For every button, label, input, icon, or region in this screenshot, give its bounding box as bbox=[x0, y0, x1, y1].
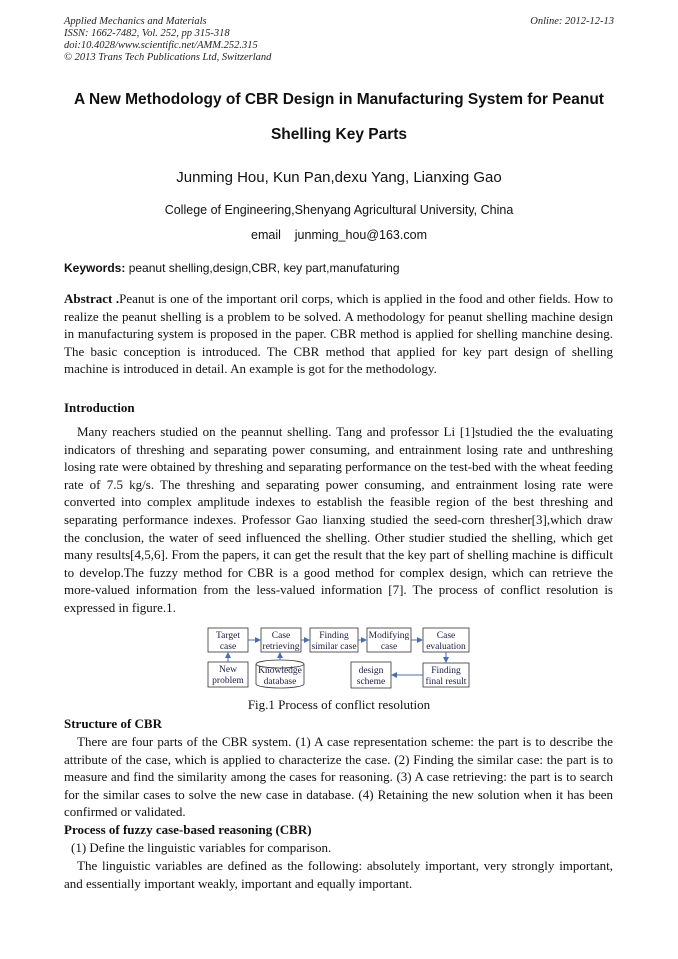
copyright: © 2013 Trans Tech Publications Ltd, Switzerland bbox=[64, 52, 272, 63]
fuzzy-paragraph: The linguistic variables are defined as the following: absolutely important, very strongly important, and essentially important weakly, important and equally important. bbox=[64, 858, 613, 891]
structure-heading: Structure of CBR bbox=[64, 716, 162, 731]
label-modifying-2: case bbox=[380, 642, 398, 652]
journal-header bbox=[64, 16, 271, 64]
online-date: Online: 2012-12-13 bbox=[530, 16, 614, 27]
doi: doi:10.4028/www.scientific.net/AMM.252.315 bbox=[64, 40, 258, 51]
abstract-label: Abstract . bbox=[64, 291, 120, 306]
intro-paragraph: Many reachers studied on the peannut shelling. Tang and professor Li [1]studied the the evaluating indicators of threshing and separating power consuming, and entrainment losing rate and unthreshing losing rate were obtained by threshing and separating performance on the test-bed with the wheat feeding rate of 7.5 kg/s. The threshing and separating power consuming, and entrainment losing rate were converted into complex amplitude indexes to establish the feasible region of the best threshing and separating performance indexes. Professor Gao lianxing studied the seed-corn thresher[3],which draw the conclusion, the water of seed influenced the shelling. Other studier studied the shelling, which get many results[4,5,6]. From the papers, it can get the result that the key part of shelling machine is difficult to develop.The fuzzy method for CBR is a good method for complex design, which can retrieve the more-valued information from the less-valued information [7]. The process of conflict resolution is expressed in figure.1. bbox=[64, 424, 613, 615]
label-similar-1: Finding bbox=[319, 631, 349, 641]
structure-paragraph: There are four parts of the CBR system. (1) A case representation scheme: the part is to describe the attribute of the case, which is applied to characterize the case. (2) Finding the similar case: the part is to measure and find the similarity among the cases for reasoning. (3) A case retrieving: the part is to search for the similar cases to solve the new case in database. (4) Retaining the new solution when it has been confirmed or validated. bbox=[64, 734, 613, 820]
issn: ISSN: 1662-7482, Vol. 252, pp 315-318 bbox=[64, 28, 230, 39]
label-retrieving-2: retrieving bbox=[262, 642, 300, 652]
fuzzy-heading: Process of fuzzy case-based reasoning (CBR) bbox=[64, 822, 312, 837]
fuzzy-step-1: (1) Define the linguistic variables for comparison. bbox=[71, 840, 332, 855]
label-target-2: case bbox=[219, 642, 237, 652]
figure-1 bbox=[200, 624, 480, 694]
abstract-text: Peanut is one of the important oril corps, which is applied in the food and other fields. How to realize the peanut shelling is a problem to be solved. A methodology for peanut shelling machine design in manufacturing system is proposed in the paper. CBR method is applied for shelling manchine desing. The basic conception is introduced. The CBR method that applied for key part design of shelling machine is introduced in detail. An example is got for the methodology. bbox=[64, 291, 613, 377]
label-final-1: Finding bbox=[431, 666, 461, 676]
label-target-1: Target bbox=[216, 631, 240, 641]
keywords-text: peanut shelling,design,CBR, key part,manufaturing bbox=[125, 261, 400, 275]
label-similar-2: similar case bbox=[311, 642, 357, 652]
keywords-label: Keywords: bbox=[64, 261, 126, 275]
label-db-2: database bbox=[263, 677, 297, 687]
intro-heading: Introduction bbox=[64, 400, 135, 415]
keywords bbox=[64, 261, 400, 275]
paper-title-line2: Shelling Key Parts bbox=[270, 126, 408, 143]
paper-title-line1: A New Methodology of CBR Design in Manufacturing System for Peanut bbox=[74, 91, 604, 108]
label-retrieving-1: Case bbox=[271, 631, 291, 641]
journal-name: Applied Mechanics and Materials bbox=[64, 16, 207, 27]
authors: Junming Hou, Kun Pan,dexu Yang, Lianxing Gao bbox=[176, 169, 502, 186]
label-final-2: final result bbox=[425, 677, 467, 687]
email: email junming_hou@163.com bbox=[251, 228, 427, 242]
label-evaluation-2: evaluation bbox=[426, 642, 466, 652]
abstract bbox=[64, 290, 613, 378]
label-design-2: scheme bbox=[356, 677, 386, 687]
label-modifying-1: Modifying bbox=[368, 631, 410, 641]
label-evaluation-1: Case bbox=[436, 631, 456, 641]
figure-caption: Fig.1 Process of conflict resolution bbox=[247, 697, 431, 712]
affiliation: College of Engineering,Shenyang Agricultural University, China bbox=[164, 203, 514, 217]
label-design-1: design bbox=[358, 666, 384, 676]
label-new-2: problem bbox=[212, 676, 244, 686]
label-new-1: New bbox=[219, 665, 237, 675]
label-db-1: Knowledge bbox=[258, 666, 302, 676]
